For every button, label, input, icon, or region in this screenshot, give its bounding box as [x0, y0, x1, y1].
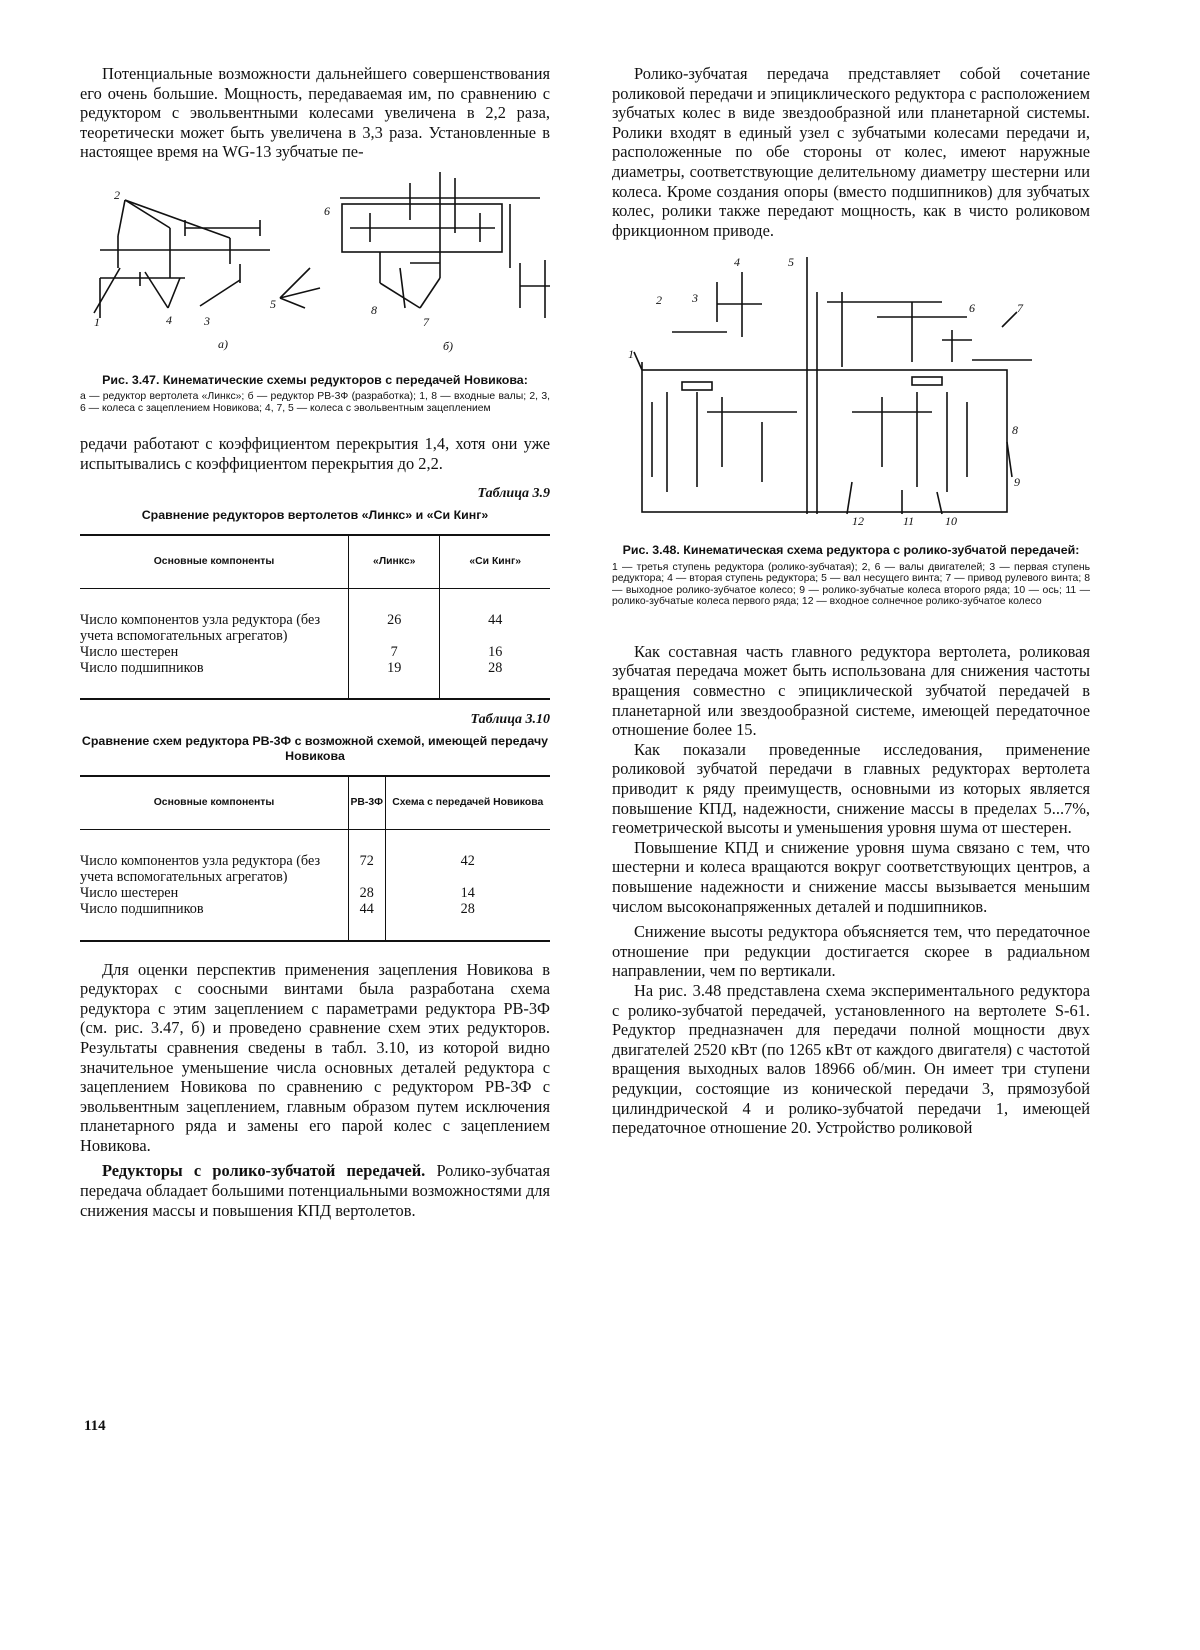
figure-3-48 [612, 252, 1090, 608]
kinematic-diagram-3-47 [80, 168, 550, 368]
table-number: Таблица 3.9 [477, 485, 550, 501]
paragraph: На рис. 3.48 представлена схема экспериментального редуктора с ролико-зубчатой передачей, установленного на вертолете S-61. Редуктор предназначен для передачи полной мощности двух двигателей 2520 кВт (по 1265 кВт от каждого двигателя) с частотой вращения выходных валов 18966 об/мин. Он имеет три ступени редукции, состоящие из конической передачи 3, прямозубой цилиндрической 4 и ролико-зубчатой передачи 1, имеющей передаточное отношение 20. Устройство роликовой [612, 980, 1090, 1138]
table-cell: Число шестерен [80, 643, 179, 660]
diagram-label: 3 [204, 313, 210, 328]
paragraph: Как составная часть главного редуктора вертолета, роликовая зубчатая передача может быть использована для снижения частоты вращения совместно с эпициклической зубчатой передачей в планетарной или звездообразной системе, имеющей передаточное отношение более 15. [612, 641, 1090, 740]
table-row [80, 661, 550, 699]
page-number: 114 [84, 1418, 106, 1434]
table-row [80, 902, 550, 940]
paragraph [80, 1161, 550, 1220]
paragraph: Потенциальные возможности дальнейшего совершенствования его очень большие. Мощность, передаваемая им, по сравнению с редуктором с эвольвентными колесами увеличена в 2,2 раза, теоретически может быть увеличена в 3,3 раза. Установленные в настоящее время на WG-13 зубчатые пе- [80, 64, 550, 162]
table-cell: Число компонентов узла редуктора (без учета вспомогательных агрегатов) [80, 612, 321, 644]
right-column [612, 64, 1090, 1138]
table-cell: 42 [385, 830, 550, 886]
table-3-9 [80, 486, 550, 701]
diagram-label: 1 [628, 347, 634, 362]
diagram-label: 4 [166, 312, 172, 327]
table-cell: 16 [440, 645, 550, 661]
diagram-label: 2 [114, 187, 120, 202]
figure-legend: 1 — третья ступень редуктора (ролико-зубчатая); 2, 6 — валы двигателей; 3 — первая ступень редуктора; 4 — вторая ступень редуктора; 5 — вал несущего винта; 7 — привод рулевого винта; 8 — выходное ролико-зубчатое колесо; 9 — ролико-зубчатые колеса второго ряда; 10 — ось; 11 — ролико-зубчатые колеса первого ряда; 12 — входное солнечное ролико-зубчатое колесо [612, 561, 1090, 608]
paragraph: Повышение КПД и снижение уровня шума связано с тем, что шестерни и колеса вращаются вокруг соответствующих центров, а повышение надежности и снижение массы вызывается меньшим числом высоконапряженных деталей и подшипников. [612, 837, 1090, 916]
table-cell: 44 [440, 589, 550, 645]
table-cell: 44 [349, 902, 386, 940]
run-in-heading: Редукторы с ролико-зубчатой передачей. [102, 1161, 426, 1181]
diagram-label: 6 [969, 301, 975, 316]
table-row [80, 645, 550, 661]
table-cell: 28 [349, 886, 386, 902]
table-title: Сравнение редукторов вертолетов «Линкс» и «Си Кинг» [141, 507, 489, 522]
table-cell: 28 [385, 902, 550, 940]
diagram-label: 11 [903, 514, 915, 529]
paragraph: редачи работают с коэффициентом перекрытия 1,4, хотя они уже испытывались с коэффициентом перекрытия до 2,2. [80, 434, 550, 474]
table-cell: Число подшипников [80, 900, 204, 917]
table-cell: Число шестерен [80, 884, 179, 901]
diagram-label: 4 [734, 255, 740, 270]
diagram-label: 5 [788, 255, 794, 270]
figure-caption: Рис. 3.47. Кинематические схемы редукторов с передачей Новикова: [102, 372, 528, 387]
paragraph: Для оценки перспектив применения зацепления Новикова в редукторах с соосными винтами была разработана схема редуктора с этим зацеплением с параметрами редуктора РВ-3Ф (см. рис. 3.47, б) и проведено сравнение схем этих редукторов. Результаты сравнения сведены в табл. 3.10, из которой видно значительное уменьшение числа основных деталей редуктора с зацеплением Новикова по сравнению с редуктором РВ-3Ф с эвольвентным зацеплением, главным образом путем исключения планетарного ряда и замены его парой колес с зацеплением Новикова. [80, 959, 550, 1155]
table-row [80, 886, 550, 902]
data-table [80, 536, 550, 698]
table-cell: 72 [349, 830, 386, 886]
table-row [80, 830, 550, 886]
diagram-label: а) [218, 336, 228, 351]
column-header: Основные компоненты [153, 797, 275, 809]
kinematic-diagram-3-48 [612, 252, 1090, 532]
diagram-label: 9 [1014, 475, 1020, 490]
data-table [80, 777, 550, 939]
table-3-10 [80, 712, 550, 941]
diagram-label: 8 [1012, 423, 1018, 438]
table-cell: Число подшипников [80, 659, 204, 676]
table-title: Сравнение схем редуктора РВ-3Ф с возможной схемой, имеющей передачу Новикова [81, 734, 549, 763]
paragraph: Как показали проведенные исследования, применение роликовой зубчатой передачи в главных редукторах вертолета приводит к ряду преимуществ, основными из которых является повышение КПД, надежности, снижение массы в пределах 5...7%, геометрической высоты и уменьшения уровня шума от шестерен. [612, 739, 1090, 838]
column-header: «Си Кинг» [440, 536, 550, 589]
diagram-label: 3 [692, 291, 698, 306]
diagram-label: 6 [324, 203, 330, 218]
table-cell: 14 [385, 886, 550, 902]
diagram-label: 2 [656, 293, 662, 308]
column-header: Схема с передачей Новикова [385, 777, 550, 830]
diagram-label: 5 [270, 296, 276, 311]
diagram-label: 1 [94, 314, 100, 329]
figure-caption: Рис. 3.48. Кинематическая схема редуктора с ролико-зубчатой передачей: [622, 543, 1080, 558]
column-header: Основные компоненты [153, 556, 275, 568]
table-row [80, 589, 550, 645]
paragraph: Ролико-зубчатая передача представляет собой сочетание роликовой передачи и эпициклического редуктора с расположением зубчатых колес в виде звездообразной или планетарной системы. Ролики входят в единый узел с зубчатыми колесами передачи и, расположенные по обе стороны от колес, имеют наружные диаметры, соответствующие делительному диаметру шестерни или колеса. Кроме создания опоры (вместо подшипников) для зубчатых колес, ролики также передают мощность, как в чисто роликовом фрикционном приводе. [612, 64, 1090, 240]
figure-3-47 [80, 168, 550, 415]
left-column [80, 64, 550, 1220]
table-cell: 7 [349, 645, 440, 661]
diagram-label: 7 [423, 314, 429, 329]
table-number: Таблица 3.10 [470, 712, 550, 728]
table-cell: 26 [349, 589, 440, 645]
figure-legend: а — редуктор вертолета «Линкс»; б — редуктор РВ-3Ф (разработка); 1, 8 — входные валы; 2, 3, 6 — колеса с зацеплением Новикова; 4, 7, 5 — колеса с эвольвентным зацеплением [80, 391, 550, 414]
diagram-label: 10 [945, 514, 957, 529]
table-cell: 19 [349, 661, 440, 699]
paragraph: Снижение высоты редуктора объясняется тем, что передаточное отношение при редукции достигается скорее в радиальном направлении, чем по вертикали. [612, 922, 1090, 981]
paragraph-text: Ролико-зубчатая передача обладает большими потенциальными возможностями для снижения массы и повышения КПД вертолетов. [80, 1161, 550, 1220]
diagram-label: 12 [852, 514, 864, 529]
diagram-label: 8 [371, 302, 377, 317]
column-header: РВ-3Ф [349, 777, 386, 830]
column-header: «Линкс» [349, 536, 440, 589]
diagram-label: б) [443, 338, 454, 353]
table-cell: 28 [440, 661, 550, 699]
diagram-label: 7 [1017, 301, 1023, 316]
table-cell: Число компонентов узла редуктора (без учета вспомогательных агрегатов) [80, 853, 321, 886]
